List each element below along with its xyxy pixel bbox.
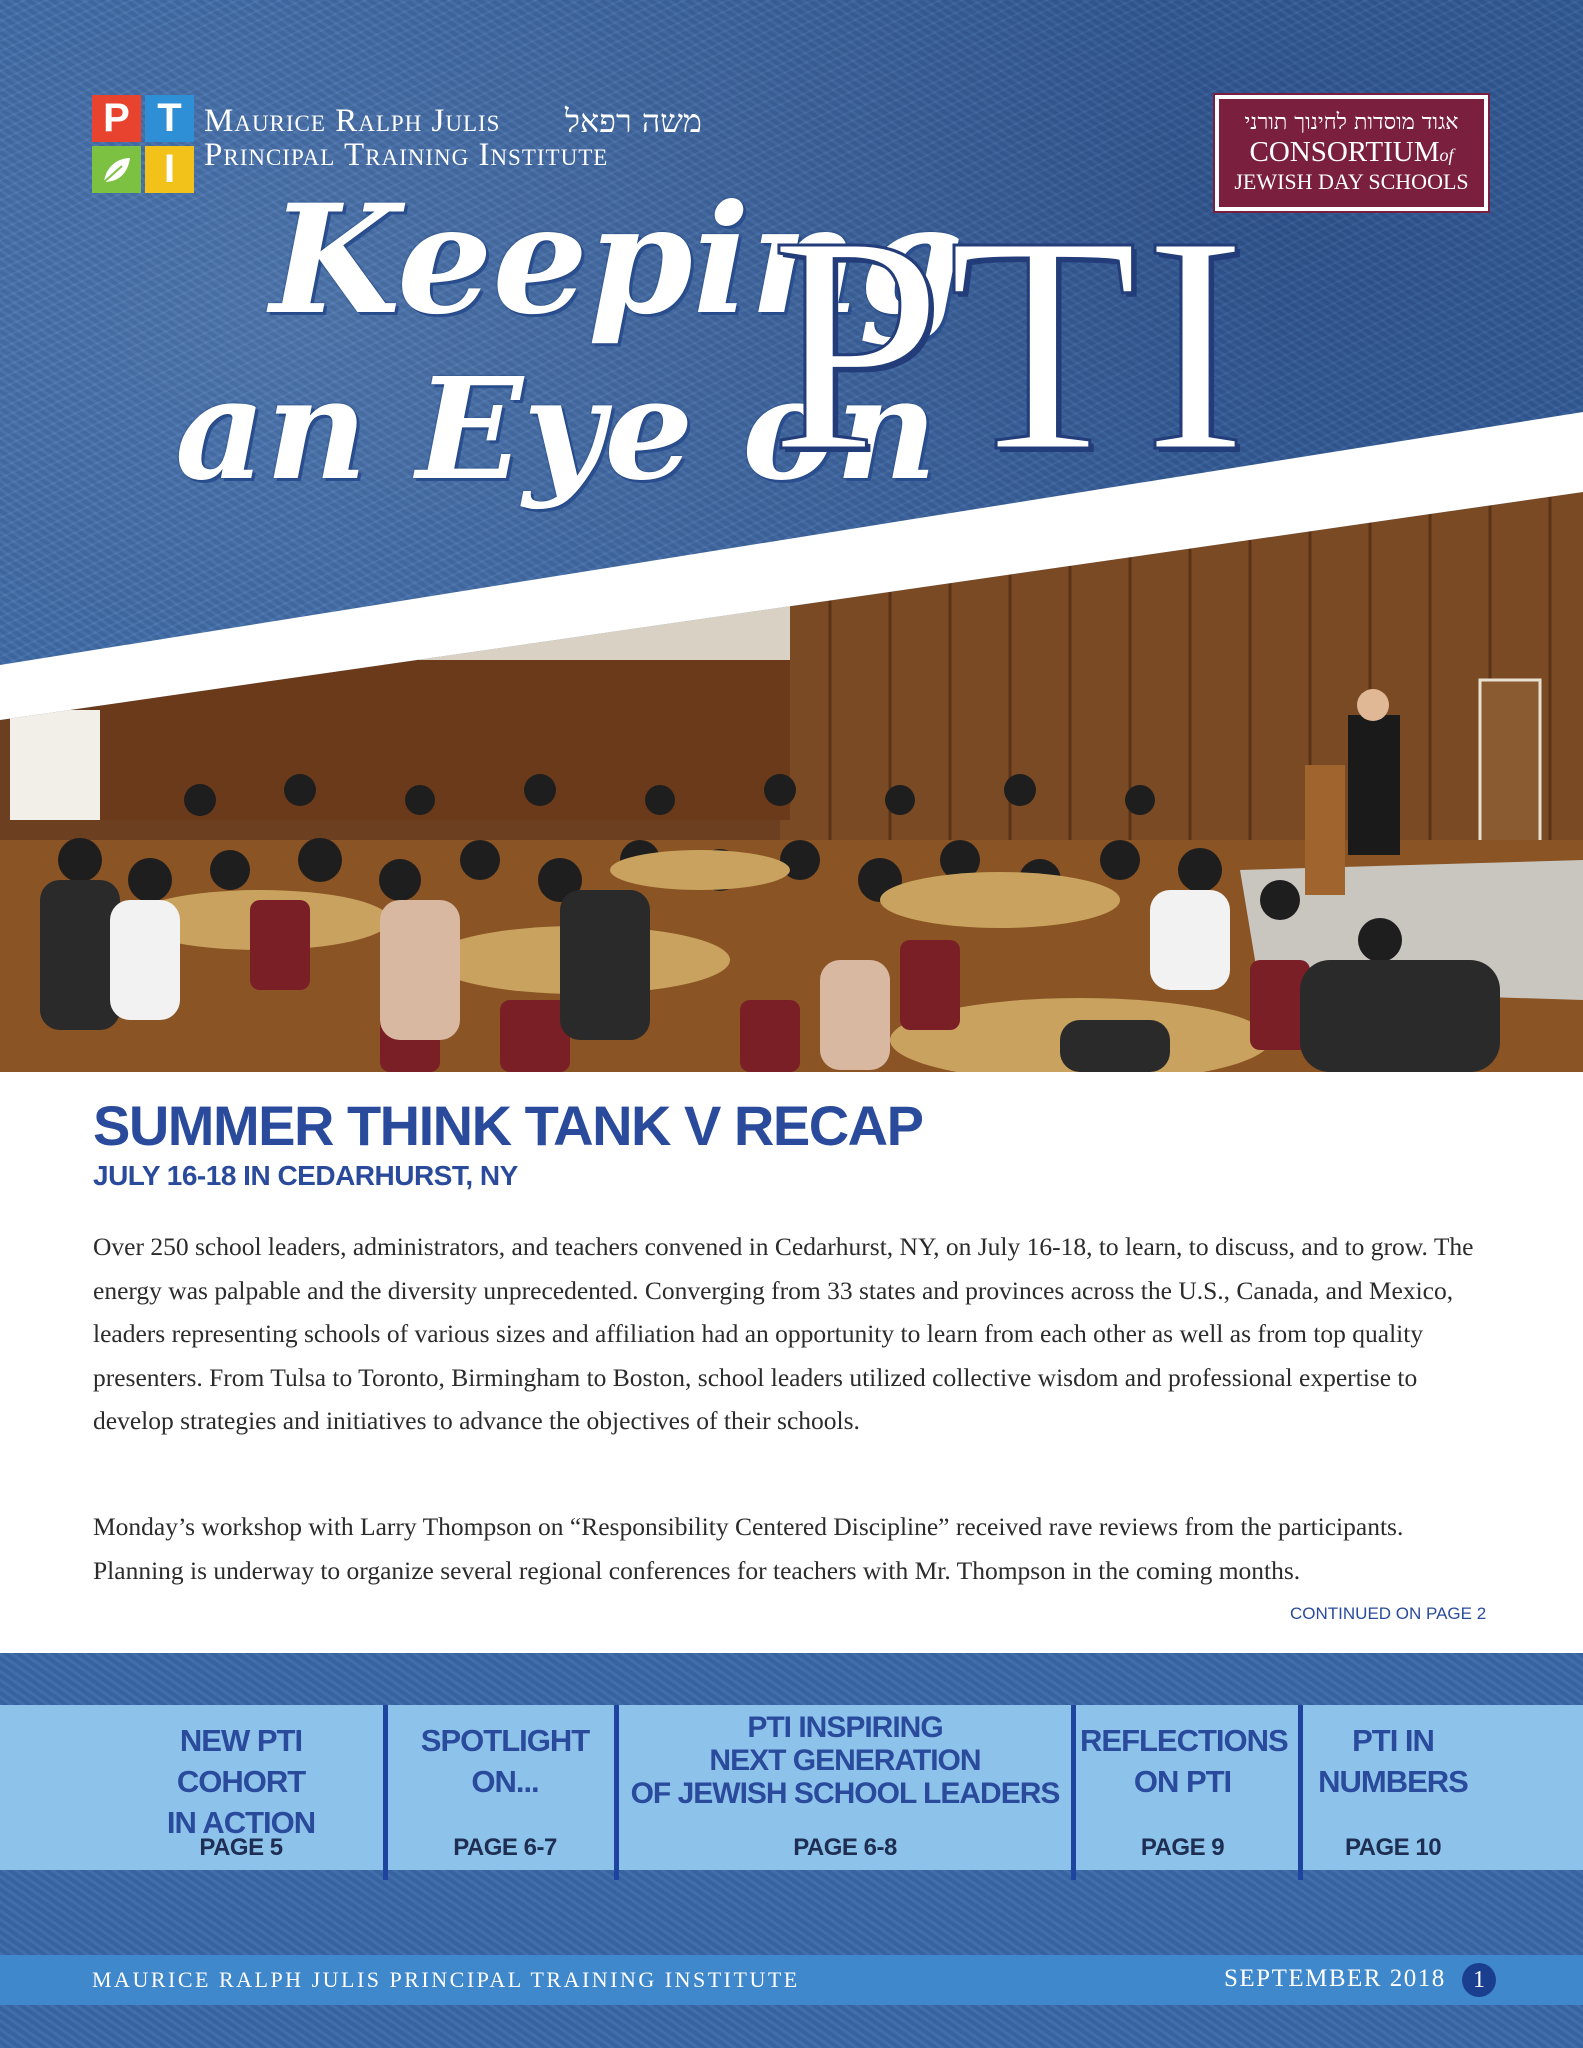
article-paragraph-1: Over 250 school leaders, administrators, and teachers convened in Cedarhurst, NY, on July 16-18, to learn, to discuss, and to grow. The energy was palpable and the diversity unprecedented. Converging from 33 states and provinces across the U.S., Canada, and Mexico, leaders representing schools of various sizes and affiliation had an opportunity to learn from each other as well as from top quality presenters. From Tulsa to Toronto, Birmingham to Boston, school leaders utilized collective wisdom and professional expertise to develop strategies and initiatives to advance the objectives of their schools. [93, 1232, 1474, 1435]
article-subheadline: JULY 16-18 IN CEDARHURST, NY [93, 1160, 518, 1191]
teaser-reflections[interactable] [1080, 1705, 1288, 1870]
title-pti: PTI [770, 173, 1253, 516]
teaser-title-line1: PTI IN [1352, 1723, 1434, 1758]
teaser-title-line1: PTI INSPIRING [747, 1711, 943, 1744]
teaser-title-line2: ON PTI [1133, 1764, 1232, 1799]
teaser-page: PAGE 6-8 [793, 1834, 897, 1861]
teaser-title-line1: REFLECTIONS [1080, 1723, 1288, 1758]
teaser-divider [614, 1705, 619, 1880]
pti-logo [92, 95, 194, 193]
logo-letter-i: I [145, 146, 194, 193]
teaser-page: PAGE 6-7 [453, 1834, 557, 1861]
institute-name-line2: Principal Training Institute [204, 137, 609, 173]
teaser-title-line2: NUMBERS [1318, 1764, 1468, 1799]
bottom-texture [0, 2005, 1583, 2048]
teaser-page: PAGE 10 [1344, 1834, 1442, 1861]
teaser-title-line2: IN ACTION [166, 1805, 316, 1840]
title-script-an-eye-on: an Eye on [175, 348, 938, 512]
teaser-new-cohort[interactable] [112, 1705, 370, 1870]
consortium-line1: CONSORTIUMof [1249, 136, 1454, 168]
consortium-logo [1215, 95, 1488, 211]
institute-hebrew-name: משה רפאל [565, 102, 702, 140]
consortium-hebrew: אגוד מוסדות לחינוך תורני [1244, 110, 1459, 135]
teaser-divider [383, 1705, 388, 1880]
teaser-title-line1: SPOTLIGHT [420, 1723, 590, 1758]
footer-institute-name: MAURICE RALPH JULIS PRINCIPAL TRAINING INSTITUTE [92, 1967, 800, 1992]
teaser-spotlight[interactable] [395, 1705, 615, 1870]
article-paragraph-2: Monday’s workshop with Larry Thompson on “Responsibility Centered Discipline” received rave reviews from the participants. Planning is underway to organize several regional conferences for teachers with Mr. Thompson in the coming months. [93, 1512, 1404, 1585]
teaser-page: PAGE 9 [1140, 1834, 1225, 1861]
teaser-divider [1298, 1705, 1303, 1880]
logo-letter-t: T [145, 95, 194, 142]
institute-name [204, 104, 608, 172]
leaf-icon [92, 146, 141, 193]
title-script-keeping: Keeping [270, 172, 964, 348]
teaser-title-line1: NEW PTI COHORT [176, 1723, 306, 1799]
footer-date: SEPTEMBER 2018 [1224, 1965, 1446, 1992]
teaser-inspiring-leaders[interactable] [625, 1705, 1065, 1870]
consortium-line2: JEWISH DAY SCHOOLS [1234, 169, 1469, 194]
teaser-title-line2: NEXT GENERATION [709, 1744, 981, 1777]
article-headline: SUMMER THINK TANK V RECAP [93, 1094, 923, 1157]
teaser-page: PAGE 5 [199, 1834, 283, 1861]
teaser-pti-numbers[interactable] [1308, 1705, 1478, 1870]
teaser-title-line3: OF JEWISH SCHOOL LEADERS [630, 1777, 1060, 1810]
teaser-divider [1071, 1705, 1076, 1880]
institute-name-line1: Maurice Ralph Julis [204, 103, 501, 139]
logo-letter-p: P [92, 95, 141, 142]
teaser-title-line2: ON... [471, 1764, 539, 1799]
continued-link[interactable]: CONTINUED ON PAGE 2 [1290, 1604, 1487, 1623]
footer-bar [0, 1955, 1583, 2005]
page-number-badge: 1 [1462, 1963, 1496, 1997]
